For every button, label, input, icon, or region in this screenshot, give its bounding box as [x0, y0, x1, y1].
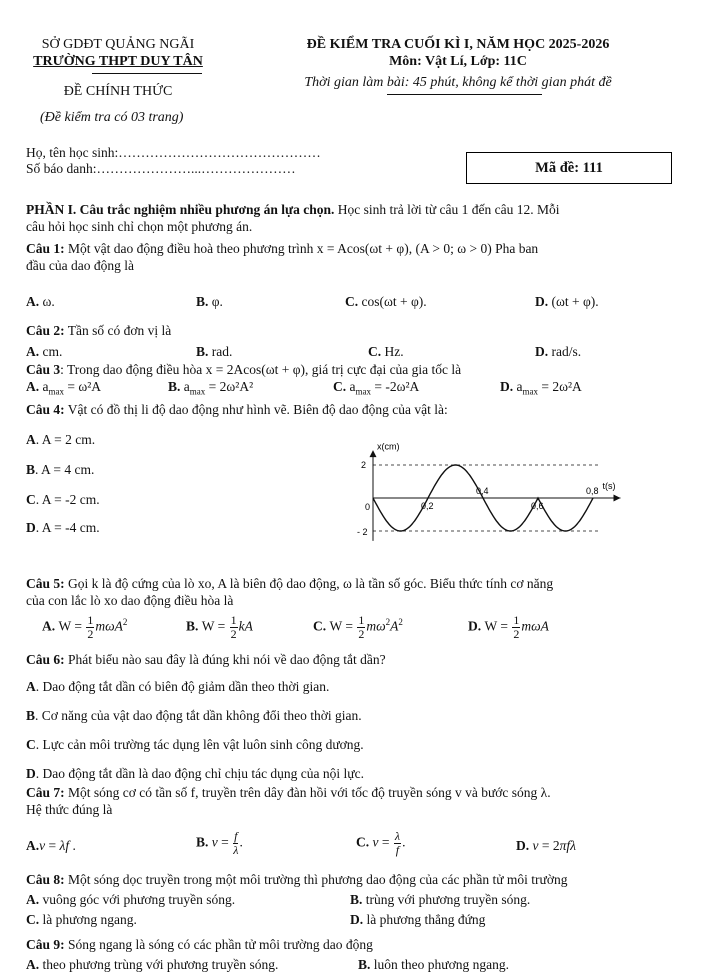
q9-b-text: luôn theo phương ngang. — [370, 957, 509, 972]
question-6 — [26, 651, 673, 668]
q5-option-c[interactable]: C. W = $\frac{1}{2}$ $m\omega^2A^2$ — [313, 613, 403, 641]
q3-text: : Trong dao động điều hòa x = 2Acos(ωt + φ), giá trị cực đại của gia tốc là — [60, 362, 462, 377]
student-id-line: Số báo danh:…………………...………………… — [26, 161, 296, 176]
exam-code-box: Mã đề: 111 — [466, 152, 672, 184]
q3-option-b[interactable]: B. $a_{max} = 2\omega^2A^2$ — [168, 379, 254, 397]
q7-option-b[interactable]: B. v = $\frac{f}{\lambda}$ . — [196, 829, 243, 857]
question-7 — [26, 784, 673, 818]
q9-text: Sóng ngang là sóng có các phần tử môi trường dao động — [64, 937, 373, 952]
q5-number: Câu 5: — [26, 576, 65, 591]
q1-option-d[interactable]: D. (ωt + φ). — [535, 294, 599, 309]
q1-text2: đầu của dao động là — [26, 258, 134, 273]
q8-b-text: trùng với phương truyền sóng. — [362, 892, 531, 907]
q4-d-text: A = -4 cm. — [41, 520, 100, 535]
q6-option-d[interactable]: D. Dao động tắt dần là dao động chỉ chịu tác dụng của nội lực. — [26, 766, 364, 781]
q1-c-text: cos(ωt + φ). — [361, 294, 427, 309]
q1-text: Một vật dao động điều hoà theo phương trình x = Acos(ωt + φ), (A > 0; ω > 0) Pha ban — [64, 241, 539, 256]
q4-b-text: A = 4 cm. — [41, 462, 95, 477]
student-name-line: Họ, tên học sinh:……………………………………… — [26, 145, 321, 160]
q2-a-text: cm. — [42, 344, 63, 359]
q8-a-text: vuông góc với phương truyền sóng. — [39, 892, 236, 907]
q3-option-c[interactable]: C. $a_{max} = -2\omega^2A$ — [333, 379, 420, 397]
q6-number: Câu 6: — [26, 652, 65, 667]
q2-d-text: rad/s. — [551, 344, 582, 359]
q6-text: Phát biểu nào sau đây là đúng khi nói về dao động tắt dần? — [64, 652, 386, 667]
q2-b-text: rad. — [211, 344, 233, 359]
question-5 — [26, 575, 673, 609]
q3-option-a[interactable]: A. $a_{max} = \omega^2A$ — [26, 379, 102, 397]
question-4 — [26, 401, 673, 418]
official-label: ĐỀ CHÍNH THỨC — [63, 84, 173, 99]
q8-option-d[interactable]: D. là phương thẳng đứng — [350, 912, 486, 927]
question-2 — [26, 322, 673, 339]
q6-option-b[interactable]: B. Cơ năng của vật dao động tắt dần không đổi theo thời gian. — [26, 708, 362, 723]
q5-option-d[interactable]: D. W = $\frac{1}{2}$ mωA — [468, 613, 549, 641]
part1-intro: Học sinh trả lời từ câu 1 đến câu 12. Mỗi — [334, 202, 560, 217]
part1-intro2: câu hỏi học sinh chỉ chọn một phương án. — [26, 219, 253, 234]
q1-b-text: φ. — [211, 294, 223, 309]
y-tick-label: 2 — [361, 460, 367, 470]
x-axis-label: t(s) — [602, 481, 616, 491]
header-divider — [387, 94, 542, 95]
school-name — [0, 54, 236, 70]
q3-a-text: ω²A — [78, 379, 102, 394]
q9-option-b[interactable]: B. luôn theo phương ngang. — [358, 957, 509, 972]
q7-text2: Hệ thức đúng là — [26, 802, 113, 817]
question-3 — [26, 361, 673, 378]
q5-option-a[interactable]: A. W = $\frac{1}{2}$ mωA$^2$ — [42, 613, 128, 641]
q8-option-a[interactable]: A. vuông góc với phương truyền sóng. — [26, 892, 236, 907]
question-9 — [26, 936, 673, 953]
q6-c-text: Lực cản môi trường tác dụng lên vật luôn sinh công dương. — [39, 737, 364, 752]
q3-c-text: -2ω²A — [385, 379, 420, 394]
y-axis-label: x(cm) — [377, 441, 400, 452]
q7-number: Câu 7: — [26, 785, 65, 800]
question-1 — [26, 240, 673, 274]
q4-a-text: A = 2 cm. — [41, 432, 96, 447]
q6-option-c[interactable]: C. Lực cản môi trường tác dụng lên vật luôn sinh công dương. — [26, 737, 364, 752]
q3-d-text: 2ω²A — [552, 379, 582, 394]
q2-option-b[interactable]: B. rad. — [196, 344, 233, 359]
x-axis-arrow — [614, 495, 621, 502]
y-axis-arrow — [370, 450, 377, 457]
school-divider — [92, 73, 202, 74]
q4-option-a[interactable]: A. A = 2 cm. — [26, 432, 96, 447]
q7-option-a[interactable]: A.v = λf . — [26, 838, 76, 853]
q1-option-b[interactable]: B. φ. — [196, 294, 223, 309]
page-count: (Đề kiểm tra có 03 trang) — [40, 110, 184, 125]
part1-instructions — [26, 201, 673, 235]
q2-c-text: Hz. — [384, 344, 404, 359]
displacement-chart — [340, 428, 630, 546]
q4-option-b[interactable]: B. A = 4 cm. — [26, 462, 95, 477]
q2-number: Câu 2: — [26, 323, 65, 338]
q8-d-text: là phương thẳng đứng — [363, 912, 486, 927]
q8-c-text: là phương ngang. — [39, 912, 137, 927]
q2-option-c[interactable]: C. Hz. — [368, 344, 404, 359]
q5-text2: của con lắc lò xo dao động điều hòa là — [26, 593, 234, 608]
time-line: Thời gian làm bài: 45 phút, không kể thời gian phát đề — [304, 75, 612, 90]
y-tick-label: - 2 — [357, 527, 368, 537]
q3-b-text: 2ω²A² — [219, 379, 254, 394]
q6-a-text: Dao động tắt dần có biên độ giảm dần theo thời gian. — [39, 679, 330, 694]
q4-option-d[interactable]: D. A = -4 cm. — [26, 520, 100, 535]
q9-option-a[interactable]: A. theo phương trùng với phương truyền sóng. — [26, 957, 279, 972]
q9-a-text: theo phương trùng với phương truyền sóng. — [39, 957, 279, 972]
q6-d-text: Dao động tắt dần là dao động chỉ chịu tác dụng của nội lực. — [39, 766, 364, 781]
x-tick-label: 0,2 — [421, 501, 434, 511]
q5-option-b[interactable]: B. W = $\frac{1}{2}$ kA — [186, 613, 253, 641]
x-tick-label: 0,4 — [476, 486, 489, 496]
q6-option-a[interactable]: A. Dao động tắt dần có biên độ giảm dần theo thời gian. — [26, 679, 330, 694]
q2-option-d[interactable]: D. rad/s. — [535, 344, 582, 359]
school-name-text: TRƯỜNG THPT DUY TÂN — [33, 54, 203, 69]
q8-number: Câu 8: — [26, 872, 65, 887]
q1-option-a[interactable]: A. ω. — [26, 294, 55, 309]
q9-number: Câu 9: — [26, 937, 65, 952]
q8-option-c[interactable]: C. là phương ngang. — [26, 912, 137, 927]
q5-text: Gọi k là độ cứng của lò xo, A là biên độ dao động, ω là tần số góc. Biểu thức tính cơ năng — [64, 576, 554, 591]
q7-option-d[interactable]: D. v = 2πfλ — [516, 838, 576, 853]
q7-text: Một sóng cơ có tần số f, truyền trên dây đàn hồi với tốc độ truyền sóng v và bước sóng λ. — [64, 785, 551, 800]
x-tick-label: 0,6 — [531, 501, 544, 511]
q3-number: Câu 3 — [26, 362, 61, 377]
part1-title: PHẦN I. Câu trắc nghiệm nhiều phương án lựa chọn. — [26, 202, 335, 217]
subject-line: Môn: Vật Lí, Lớp: 11C — [389, 54, 527, 69]
q1-a-text: ω. — [42, 294, 55, 309]
exam-title: ĐỀ KIỂM TRA CUỐI KÌ I, NĂM HỌC 2025-2026 — [306, 37, 610, 52]
q8-text: Một sóng dọc truyền trong một môi trường thì phương dao động của các phần tử môi trường — [64, 872, 568, 887]
q4-text: Vật có đồ thị li độ dao động như hình vẽ. Biên độ dao động của vật là: — [64, 402, 448, 417]
question-8 — [26, 871, 673, 888]
x-tick-label: 0,8 — [586, 486, 599, 496]
q8-option-b[interactable]: B. trùng với phương truyền sóng. — [350, 892, 531, 907]
q4-option-c[interactable]: C. A = -2 cm. — [26, 492, 100, 507]
dept-name: SỞ GDĐT QUẢNG NGÃI — [41, 37, 195, 52]
q7-option-c[interactable]: C. v = $\frac{\lambda}{f}$ . — [356, 829, 406, 857]
q1-number: Câu 1: — [26, 241, 65, 256]
y-tick-label: 0 — [365, 502, 371, 512]
q1-option-c[interactable]: C. cos(ωt + φ). — [345, 294, 427, 309]
q3-option-d[interactable]: D. $a_{max} = 2\omega^2A$ — [500, 379, 582, 397]
q2-option-a[interactable]: A. cm. — [26, 344, 63, 359]
q4-number: Câu 4: — [26, 402, 65, 417]
q6-b-text: Cơ năng của vật dao động tắt dần không đổi theo thời gian. — [38, 708, 362, 723]
q4-c-text: A = -2 cm. — [41, 492, 100, 507]
q2-text: Tần số có đơn vị là — [64, 323, 172, 338]
q1-d-text: (ωt + φ). — [551, 294, 599, 309]
